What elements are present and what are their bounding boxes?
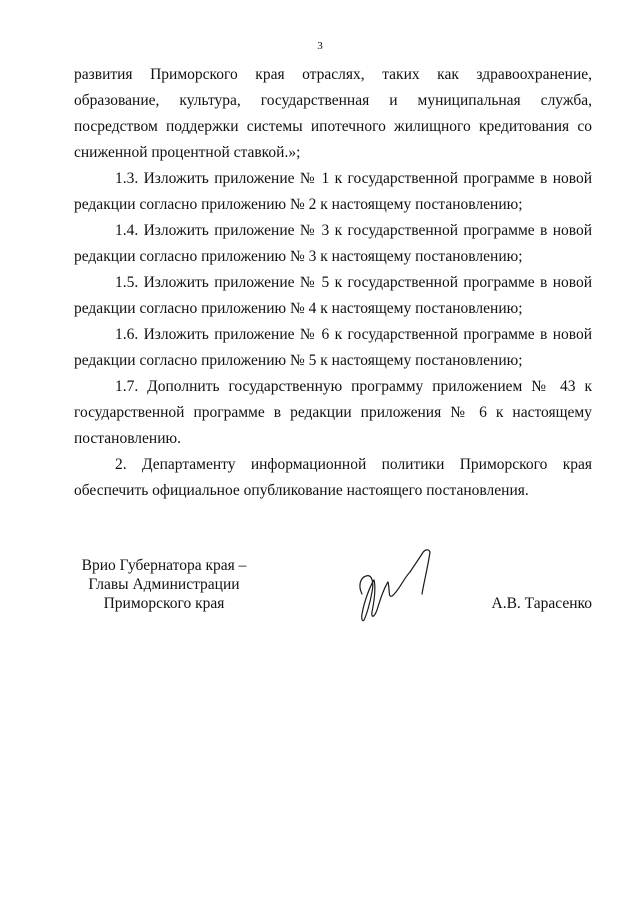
paragraph-item-1-7: 1.7. Дополнить государственную программу приложением № 43 к государственной программе в редакции приложения № 6 к настоящему постановлению. [74,378,592,447]
paragraph-item-1-3: 1.3. Изложить приложение № 1 к государственной программе в новой редакции согласно приложению № 2 к настоящему постановлению; [74,170,592,213]
paragraph-continuation: развития Приморского края отраслях, таких как здравоохранение, образование, культура, государственная и муниципальная служба, посредством поддержки системы ипотечного жилищного кредитования со сниженной процентной ставкой.»; [74,66,592,161]
signatory-name: А.В. Тарасенко [491,595,592,612]
paragraph-item-1-5: 1.5. Изложить приложение № 5 к государственной программе в новой редакции согласно приложению № 4 к настоящему постановлению; [74,274,592,317]
signatory-title [74,556,254,613]
paragraph-item-1-6: 1.6. Изложить приложение № 6 к государственной программе в новой редакции согласно приложению № 5 к настоящему постановлению; [74,326,592,369]
document-body [74,62,592,504]
page-number: 3 [317,40,323,52]
paragraph-item-1-4: 1.4. Изложить приложение № 3 к государственной программе в новой редакции согласно приложению № 3 к настоящему постановлению; [74,222,592,265]
signatory-title-line: Приморского края [103,595,225,612]
signatory-title-line: Главы Администрации [88,576,240,593]
paragraph-item-2: 2. Департаменту информационной политики Приморского края обеспечить официальное опубликование настоящего постановления. [74,456,592,499]
signatory-title-line: Врио Губернатора края – [81,557,247,574]
signature-block [74,556,592,626]
handwritten-signature [344,536,444,626]
